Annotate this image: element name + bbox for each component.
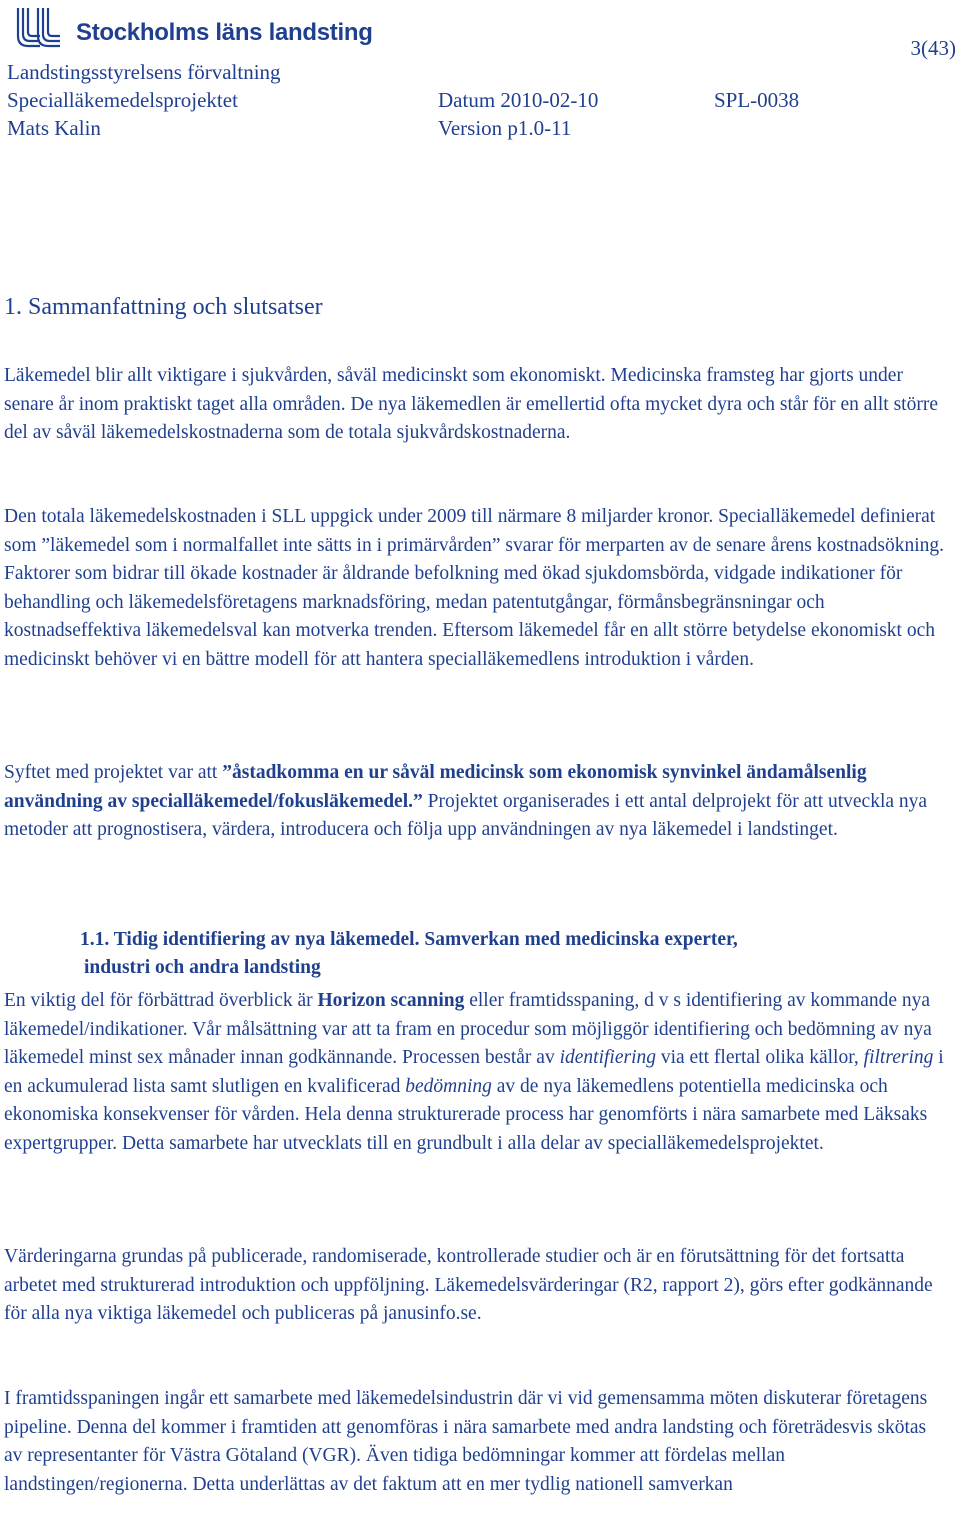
letterhead-logo <box>10 6 373 50</box>
org-name: Stockholms läns landsting <box>76 19 373 46</box>
paragraph-text: i en ackumulerad lista samt slutligen en kvalificerad <box>4 1047 944 1097</box>
heading-text: Samverkan med medicinska experter, <box>424 929 738 950</box>
paragraph-text: En viktig del för förbättrad överblick är <box>4 990 318 1011</box>
emphasized-term: Horizon scanning <box>317 990 465 1011</box>
paragraph-text: Syftet med projektet var att <box>4 762 223 783</box>
paragraph: Värderingarna grundas på publicerade, randomiserade, kontrollerade studier och är en förutsättning för det fortsatta arbetet med strukturerad introduktion och uppföljning. Läkemedelsvärderingar (R2, rapport 2), görs efter godkännande för alla nya viktiga läkemedel och publiceras på janusinfo.se. <box>4 1246 933 1325</box>
department-name: Landstingsstyrelsens förvaltning <box>7 60 281 84</box>
paragraph-text: av de nya läkemedlens potentiella medicinska och ekonomiska konsekvenser för vården. Hela denna strukturerade process har genomförts i nära samarbete med Läksaks expertgrupper. Detta samarbete har utvecklats till en grundbult i alla delar av specialläkemedelsprojektet. <box>4 1075 928 1154</box>
italic-term: filtrering <box>863 1047 934 1069</box>
section-heading: 1. Sammanfattning och slutsatser <box>4 294 323 320</box>
emphasized-quote: ”åstadkomma en ur såväl medicinsk som ekonomisk synvinkel ändamålsenlig användning av specialläkemedel/fokusläkemedel.” <box>4 762 867 812</box>
paragraph: Den totala läkemedelskostnaden i SLL uppgick under 2009 till närmare 8 miljarder kronor. Specialläkemedel definierat som ”läkemedel som i normalfallet inte sätts in i primärvården” svarar för merparten av de senare årens kostnadsökning. Faktorer som bidrar till ökade kostnader är åldrande befolkning med ökad sjukdomsbörda, vidgade indikationer för behandling och läkemedelsföretagens marknadsföring, medan patentutgångar, förmånsbegränsningar och kostnadseffektiva läkemedelsval kan motverka trenden. Eftersom läkemedel får en allt större betydelse ekonomiskt och medicinskt behöver vi en bättre modell för att hantera specialläkemedlens introduktion i vården. <box>4 506 945 670</box>
project-name: Specialläkemedelsprojektet <box>7 88 238 112</box>
document-id: SPL-0038 <box>714 88 800 112</box>
subsection-heading <box>80 926 940 982</box>
heading-text: Tidig identifiering av nya läkemedel. <box>113 929 420 950</box>
italic-term: identifiering <box>559 1047 656 1069</box>
heading-text: industri och andra landsting <box>84 957 321 978</box>
author-name: Mats Kalin <box>7 116 101 140</box>
paragraph <box>4 987 944 1159</box>
italic-term: bedömning <box>405 1075 492 1097</box>
sll-logo-icon <box>10 6 70 50</box>
paragraph-text: Projektet organiserades i ett antal delprojekt för att utveckla nya metoder att prognostisera, värdera, introducera och följa upp användningen av nya läkemedel i landstinget. <box>4 790 928 841</box>
paragraph-text: eller framtidsspaning, d v s identifiering av kommande nya läkemedel/indikationer. Vår målsättning var att ta fram en procedur som möjliggör identifiering och bedömning av nya läkemedel minst sex månader innan godkännande. Processen består av <box>4 990 932 1069</box>
paragraph <box>4 759 944 845</box>
paragraph: I framtidsspaningen ingår ett samarbete med läkemedelsindustrin där vi vid gemensamma möten diskuterar företagens pipeline. Denna del kommer i framtiden att genomföras i nära samarbete med andra landsting och företrädesvis skötas av representanter för Västra Götaland (VGR). Även tidiga bedömningar kommer att fördelas mellan landstingen/regionerna. Detta underlättas av det faktum att en mer tydlig nationell samverkan <box>4 1388 928 1495</box>
heading-number: 1.1. <box>80 929 110 950</box>
paragraph-text: via ett flertal olika källor, <box>655 1047 864 1069</box>
document-version: Version p1.0-11 <box>438 116 572 140</box>
document-date: Datum 2010-02-10 <box>438 88 599 112</box>
page-number: 3(43) <box>910 36 956 60</box>
paragraph: Läkemedel blir allt viktigare i sjukvården, såväl medicinskt som ekonomiskt. Medicinska framsteg har gjorts under senare år inom praktiskt taget alla områden. De nya läkemedlen är emellertid ofta mycket dyra och står för en allt större del av såväl läkemedelskostnaderna som de totala sjukvårdskostnaderna. <box>4 365 938 444</box>
